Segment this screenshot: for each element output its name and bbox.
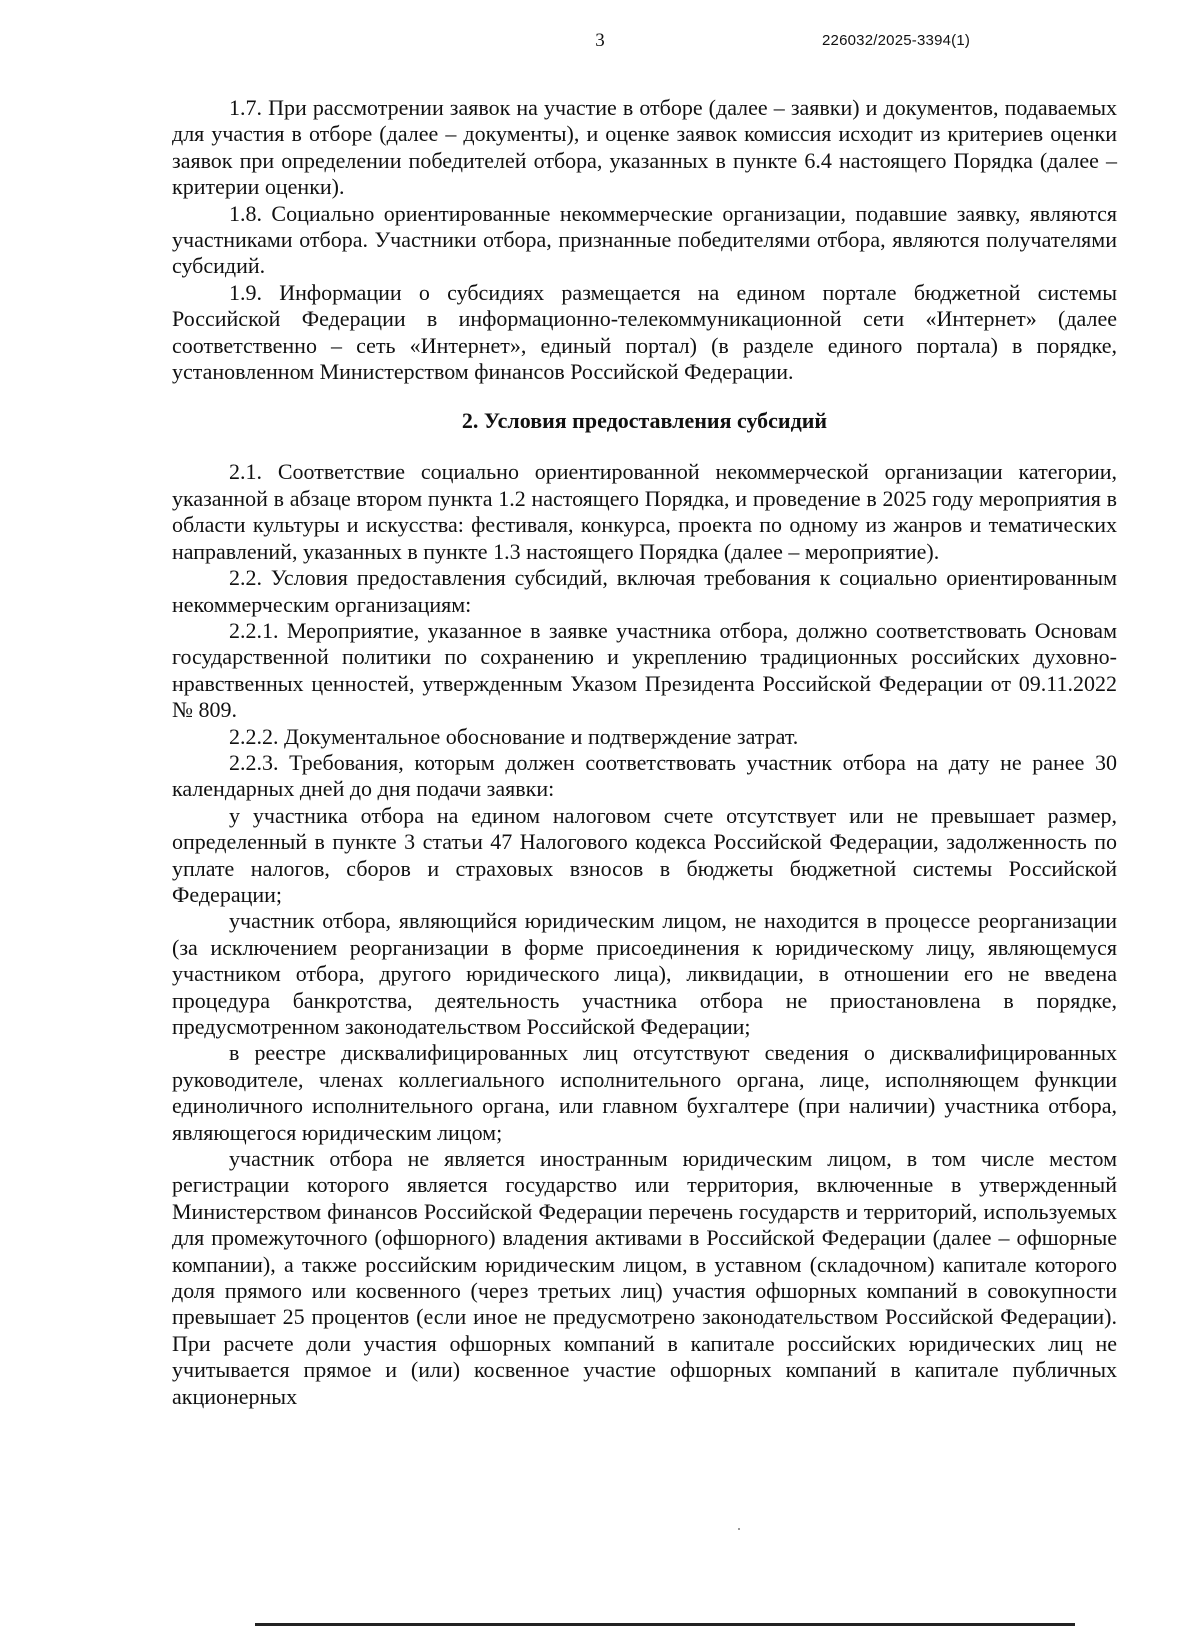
document-body <box>172 95 1117 1410</box>
section-title: 2. Условия предоставления субсидий <box>461 408 828 434</box>
paragraph-2-2-1: 2.2.1. Мероприятие, указанное в заявке участника отбора, должно соответствовать Основам государственной политики по сохранению и укреплению традиционных российских духовно-нравственных ценностей, утвержденным Указом Президента Российской Федерации от 09.11.2022 № 809. <box>172 617 1117 723</box>
page-number: 3 <box>595 30 605 51</box>
requirement-tax-debt: у участника отбора на едином налоговом счете отсутствует или не превышает размер, определенный в пункте 3 статьи 47 Налогового кодекса Российской Федерации, задолженность по уплате налогов, сборов и страховых взносов в бюджеты бюджетной системы Российской Федерации; <box>172 802 1117 907</box>
paragraph-2-1: 2.1. Соответствие социально ориентированной некоммерческой организации категории, указанной в абзаце втором пункта 1.2 настоящего Порядка, и проведение в 2025 году мероприятия в области культуры и искусства: фестиваля, конкурса, проекта по одному из жанров и тематических направлений, указанных в пункте 1.3 настоящего Порядка (далее – мероприятие). <box>172 459 1117 564</box>
paragraph-2-2-2: 2.2.2. Документальное обоснование и подтверждение затрат. <box>229 723 799 749</box>
requirement-disqualified-persons: в реестре дисквалифицированных лиц отсутствуют сведения о дисквалифицированных руководителе, членах коллегиального исполнительного органа, лице, исполняющем функции единоличного исполнительного органа, или главном бухгалтере (при наличии) участника отбора, являющегося юридическим лицом; <box>172 1040 1117 1145</box>
paragraph-1-9: 1.9. Информации о субсидиях размещается на едином портале бюджетной системы Российской Федерации в информационно-телекоммуникационной сети «Интернет» (далее соответственно – сеть «Интернет», единый портал) (в разделе единого портала) в порядке, установленном Министерством финансов Российской Федерации. <box>172 279 1117 385</box>
scan-artifact <box>738 1528 740 1530</box>
paragraph-2-2-3: 2.2.3. Требования, которым должен соответствовать участник отбора на дату не ранее 30 календарных дней до дня подачи заявки: <box>172 749 1117 802</box>
paragraph-1-8: 1.8. Социально ориентированные некоммерческие организации, подавшие заявку, являются участниками отбора. Участники отбора, признанные победителями отбора, являются получателями субсидий. <box>172 200 1117 279</box>
requirement-offshore: участник отбора не является иностранным юридическим лицом, в том числе местом регистрации которого является государство или территория, включенные в утвержденный Министерством финансов Российской Федерации перечень государств и территорий, используемых для промежуточного (офшорного) владения активами в Российской Федерации (далее – офшорные компании), а также российским юридическим лицом, в уставном (складочном) капитале которого доля прямого или косвенного (через третьих лиц) участия офшорных компаний в совокупности превышает 25 процентов (если иное не предусмотрено законодательством Российской Федерации). При расчете доли участия офшорных компаний в капитале российских юридических лиц не учитывается прямое и (или) косвенное участие офшорных компаний в капитале публичных акционерных <box>172 1146 1117 1409</box>
paragraph-2-2: 2.2. Условия предоставления субсидий, включая требования к социально ориентированным некоммерческим организациям: <box>172 565 1117 617</box>
document-registration-number: 226032/2025-3394(1) <box>822 32 971 49</box>
paragraph-1-7: 1.7. При рассмотрении заявок на участие в отборе (далее – заявки) и документов, подаваемых для участия в отборе (далее – документы), и оценке заявок комиссия исходит из критериев оценки заявок при определении победителей отбора, указанных в пункте 6.4 настоящего Порядка (далее – критерии оценки). <box>172 95 1117 200</box>
requirement-reorganization: участник отбора, являющийся юридическим лицом, не находится в процессе реорганизации (за исключением реорганизации в форме присоединения к юридическому лицу, являющемуся участником отбора, другого юридического лица), ликвидации, в отношении его не введена процедура банкротства, деятельность участника отбора не приостановлена в порядке, предусмотренном законодательством Российской Федерации; <box>172 908 1117 1039</box>
bottom-scan-edge <box>255 1623 1075 1626</box>
